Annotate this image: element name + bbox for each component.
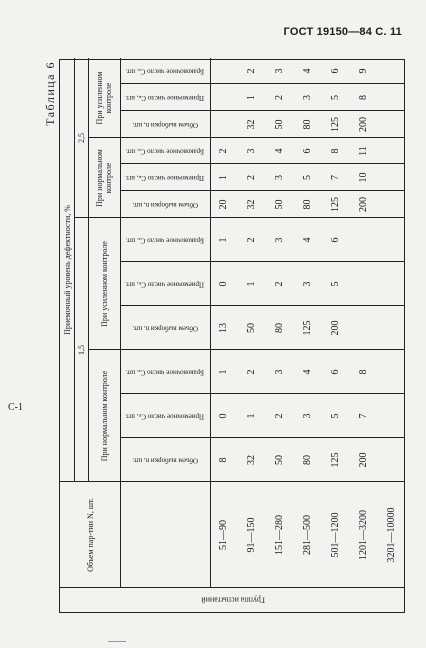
column-header: Приемочное число Cₙ, шт. (125, 280, 205, 289)
table-value: 5 (330, 281, 342, 287)
aql-1-5: 1,5 (76, 345, 86, 355)
lot-size: 151—280 (274, 515, 286, 555)
table-value: 8 (357, 369, 369, 375)
column-header: Приемочное число Cₙ, шт. (125, 174, 205, 182)
column-header: Приемочное число Cₙ, шт. (125, 412, 205, 421)
table-value: 1 (218, 369, 230, 375)
lot-size: 3201—10000 (385, 507, 397, 563)
table-value: 8 (330, 148, 342, 154)
table-value: 80 (302, 199, 314, 210)
lot-size: 91—150 (246, 517, 258, 553)
table-value: 200 (357, 452, 369, 468)
lot-size: 501—1200 (330, 512, 342, 558)
table-value: 3 (274, 237, 286, 243)
table-value: 50 (274, 199, 286, 210)
table-value: 0 (218, 281, 230, 287)
table-value: 2 (246, 369, 258, 375)
table-value: 32 (246, 199, 258, 210)
table-value: 3 (302, 413, 314, 419)
table-value: 2 (246, 237, 258, 243)
table-value: 2 (218, 148, 230, 154)
table-value: 50 (274, 119, 286, 130)
table-value: 0 (218, 413, 230, 419)
column-header: Браковочное число Cₐ, шт. (125, 236, 205, 245)
page-header: ГОСТ 19150—84 С. 11 (283, 26, 402, 38)
table-value: 1 (246, 281, 258, 287)
table-value: 8 (218, 457, 230, 463)
table-value: 80 (274, 323, 286, 333)
table-value: 9 (357, 68, 369, 74)
table-value: 2 (274, 413, 286, 419)
rotated-table-block (43, 59, 405, 613)
table-value: 4 (302, 237, 314, 243)
column-header: Браковочное число Cₐ, шт. (125, 147, 205, 156)
table-value: 7 (330, 175, 342, 180)
table-value: 6 (330, 369, 342, 375)
table-value: 4 (302, 369, 314, 375)
table-value: 200 (357, 197, 369, 212)
tight-header-1: При усиленном контроле (99, 241, 109, 327)
table-value: 10 (357, 172, 369, 183)
table-value: 3 (302, 95, 314, 100)
column-header: Браковочное число Cₐ, шт. (125, 368, 205, 377)
table-value: 5 (330, 95, 342, 100)
lot-size: 1201—3200 (357, 510, 369, 560)
table-value: 80 (302, 455, 314, 465)
tight-header-2: При усиленном контроле (95, 71, 113, 125)
table-value: 125 (330, 197, 342, 212)
column-header: Объем выборки n, шт. (132, 456, 198, 465)
table-value: 6 (330, 237, 342, 243)
table-value: 6 (302, 148, 314, 154)
column-header: Приемочное число Cₙ, шт. (125, 94, 205, 102)
column-header: Объем выборки n, шт. (132, 121, 198, 129)
table-value: 2 (274, 95, 286, 100)
table-value: 1 (246, 413, 258, 419)
normal-header-1: При нормальном контроле (99, 370, 109, 462)
table-value: 3 (274, 369, 286, 375)
table-value: 4 (302, 68, 314, 74)
aql-2-5: 2,5 (76, 133, 86, 143)
table-value: 7 (357, 413, 369, 419)
table-value: 200 (357, 117, 369, 132)
aql-header: Приемочный уровень дефектности, % (62, 205, 72, 335)
table-value: 125 (330, 117, 342, 132)
table-6 (59, 59, 405, 613)
table-value: 2 (246, 175, 258, 180)
column-header: Браковочное число Cₐ, шт. (125, 67, 205, 76)
table-value: 1 (218, 175, 230, 180)
table-value: 13 (218, 323, 230, 333)
table-value: 5 (302, 175, 314, 180)
table-value: 3 (246, 148, 258, 154)
lot-size-header: Объем пар-тии N, шт. (85, 498, 95, 572)
table-value: 125 (302, 320, 314, 336)
table-value: 20 (218, 199, 230, 210)
bottom-dash (108, 641, 126, 642)
table-value: 3 (302, 281, 314, 287)
table-value: 50 (246, 323, 258, 333)
table-value: 8 (357, 95, 369, 100)
table-value: 32 (246, 455, 258, 465)
table-value: 80 (302, 119, 314, 130)
table-value: 11 (357, 146, 369, 156)
lot-size: 281—500 (302, 515, 314, 555)
normal-header-2: При нормальном контроле (95, 149, 113, 207)
lot-size: 51—90 (218, 520, 230, 550)
table-value: 32 (246, 119, 258, 130)
table-value: 125 (330, 452, 342, 468)
column-header: Объем выборки n, шт. (132, 324, 198, 333)
table-value: 2 (274, 281, 286, 287)
table-value: 1 (246, 95, 258, 100)
column-header: Объем выборки n, шт. (132, 201, 198, 209)
table-value: 3 (274, 68, 286, 74)
table-value: 6 (330, 68, 342, 74)
margin-mark: С-1 (8, 402, 23, 413)
table-caption: Таблица 6 (43, 61, 57, 126)
group-header: Группа испытаний (201, 595, 265, 605)
table-value: 5 (330, 413, 342, 419)
table-value: 3 (274, 175, 286, 180)
table-value: 2 (246, 68, 258, 74)
table-value: 1 (218, 237, 230, 243)
table-value: 50 (274, 455, 286, 465)
table-value: 200 (330, 320, 342, 336)
table-value: 4 (274, 148, 286, 154)
